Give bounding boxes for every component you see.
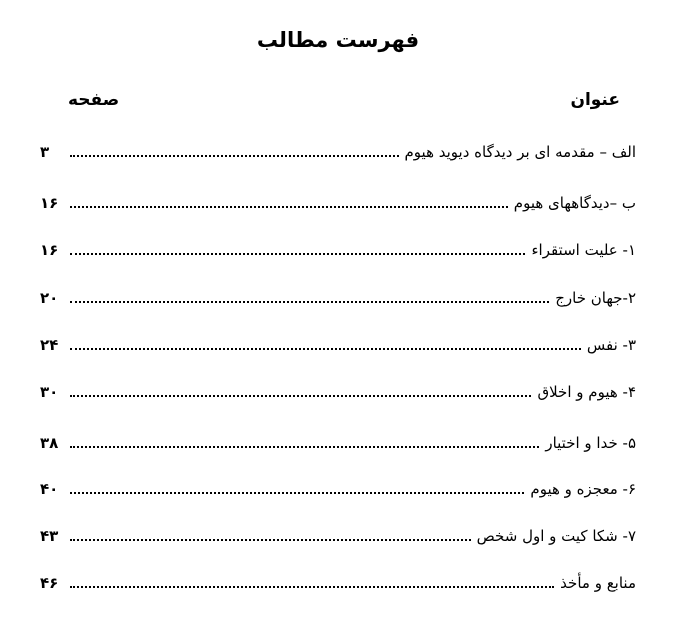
dot-leader bbox=[70, 539, 471, 541]
toc-entry-page: ۴۰ bbox=[40, 480, 59, 498]
dot-leader bbox=[70, 206, 508, 208]
toc-entry-page: ۱۶ bbox=[40, 194, 59, 212]
toc-entry-label: ۳- نفس bbox=[586, 336, 636, 354]
toc-entry bbox=[40, 518, 636, 546]
toc-entry-label: ۵- خدا و اختیار bbox=[545, 434, 636, 452]
toc-entry-label: ۲-جهان خارج bbox=[555, 289, 636, 307]
toc-entry bbox=[40, 134, 636, 162]
toc-entry-page: ۴۶ bbox=[40, 574, 59, 592]
toc-entry-label: ۷- شکا کیت و اول شخص bbox=[476, 527, 636, 545]
toc-entry-label: ۴- هیوم و اخلاق bbox=[537, 383, 636, 401]
dot-leader bbox=[70, 586, 554, 588]
dot-leader bbox=[70, 395, 531, 397]
toc-entry-label: الف – مقدمه ای بر دیدگاه دیوید هیوم bbox=[404, 143, 636, 161]
toc-entry bbox=[40, 232, 636, 260]
toc-entry bbox=[40, 425, 636, 453]
dot-leader bbox=[70, 492, 524, 494]
page-column-header: صفحه bbox=[68, 90, 120, 110]
dot-leader bbox=[70, 301, 549, 303]
toc-entry-label: منابع و مأخذ bbox=[560, 574, 636, 592]
page-title: فهرست مطالب bbox=[256, 28, 420, 52]
toc-entry-label: ۱- علیت استقراء bbox=[531, 241, 636, 259]
title-column-header: عنوان bbox=[570, 90, 620, 110]
toc-entry-page: ۲۴ bbox=[40, 336, 59, 354]
toc-entry bbox=[40, 327, 636, 355]
dot-leader bbox=[70, 446, 539, 448]
toc-entry bbox=[40, 280, 636, 308]
toc-entry-label: ب –دیدگاههای هیوم bbox=[513, 194, 636, 212]
toc-entry bbox=[40, 185, 636, 213]
toc-entry-page: ۳۸ bbox=[40, 434, 59, 452]
toc-entry bbox=[40, 471, 636, 499]
toc-entry-label: ۶- معجزه و هیوم bbox=[530, 480, 636, 498]
dot-leader bbox=[70, 253, 525, 255]
toc-entry bbox=[40, 565, 636, 593]
toc-entry-page: ۳۰ bbox=[40, 383, 59, 401]
toc-entry-page: ۱۶ bbox=[40, 241, 59, 259]
toc-entry bbox=[40, 374, 636, 402]
dot-leader bbox=[70, 155, 399, 157]
toc-entry-page: ۳ bbox=[40, 143, 50, 161]
dot-leader bbox=[70, 348, 581, 350]
toc-entry-page: ۲۰ bbox=[40, 289, 59, 307]
toc-entry-page: ۴۳ bbox=[40, 527, 59, 545]
